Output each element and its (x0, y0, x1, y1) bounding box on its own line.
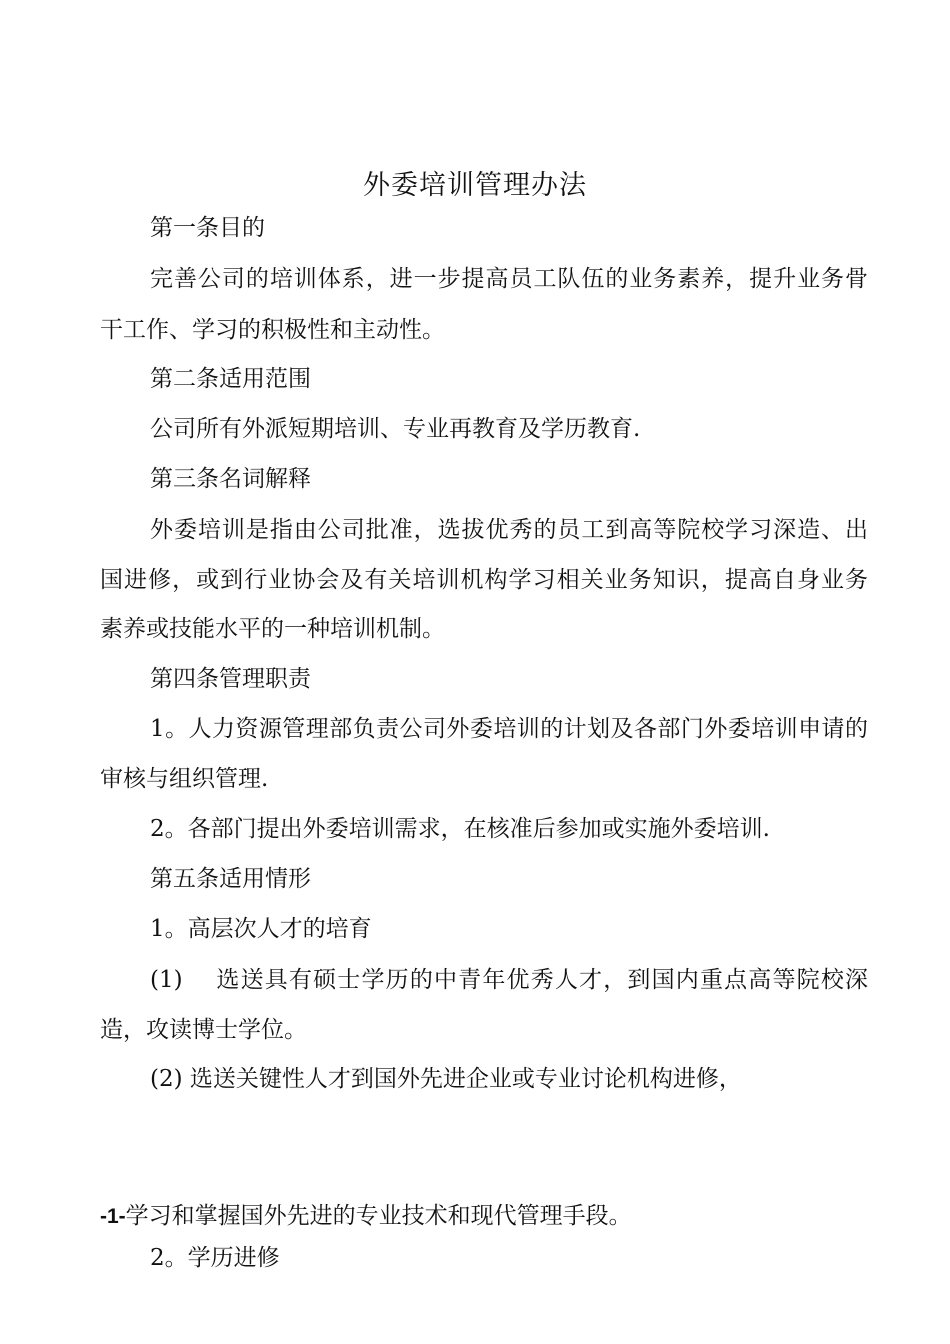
article-5-heading: 第五条适用情形 (150, 866, 311, 892)
article-3-heading: 第三条名词解释 (150, 466, 311, 492)
paragraph-line: 造，攻读博士学位。 (100, 1017, 307, 1043)
paragraph-line: 完善公司的培训体系，进一步提高员工队伍的业务素养，提升业务骨 (150, 266, 868, 292)
list-item: 1。高层次人才的培育 (150, 916, 372, 942)
page-title: 外委培训管理办法 (363, 170, 587, 201)
list-item: 2。学历进修 (150, 1245, 280, 1271)
article-2-heading: 第二条适用范围 (150, 366, 311, 392)
page-number: -1- (100, 1205, 126, 1228)
paragraph-line: 外委培训是指由公司批准，选拔优秀的员工到高等院校学习深造、出 (150, 517, 868, 543)
paragraph-line: 干工作、学习的积极性和主动性。 (100, 317, 445, 343)
paragraph-line: 公司所有外派短期培训、专业再教育及学历教育. (150, 416, 641, 442)
article-4-heading: 第四条管理职责 (150, 666, 311, 692)
paragraph-line: 素养或技能水平的一种培训机制。 (100, 616, 445, 642)
paragraph-line: 学习和掌握国外先进的专业技术和现代管理手段。 (125, 1203, 632, 1229)
paragraph-line: 1。人力资源管理部负责公司外委培训的计划及各部门外委培训申请的 (150, 716, 868, 742)
page-footer-line (100, 1199, 632, 1234)
paragraph-line: 国进修，或到行业协会及有关培训机构学习相关业务知识，提高自身业务 (100, 567, 868, 593)
paragraph-line: 2。各部门提出外委培训需求，在核准后参加或实施外委培训. (150, 816, 770, 842)
paragraph-line: 审核与组织管理. (100, 766, 269, 792)
list-item: (1) 选送具有硕士学历的中青年优秀人才，到国内重点高等院校深 (150, 967, 868, 993)
article-1-heading: 第一条目的 (150, 215, 265, 241)
list-item: (2) 选送关键性人才到国外先进企业或专业讨论机构进修， (150, 1066, 742, 1092)
